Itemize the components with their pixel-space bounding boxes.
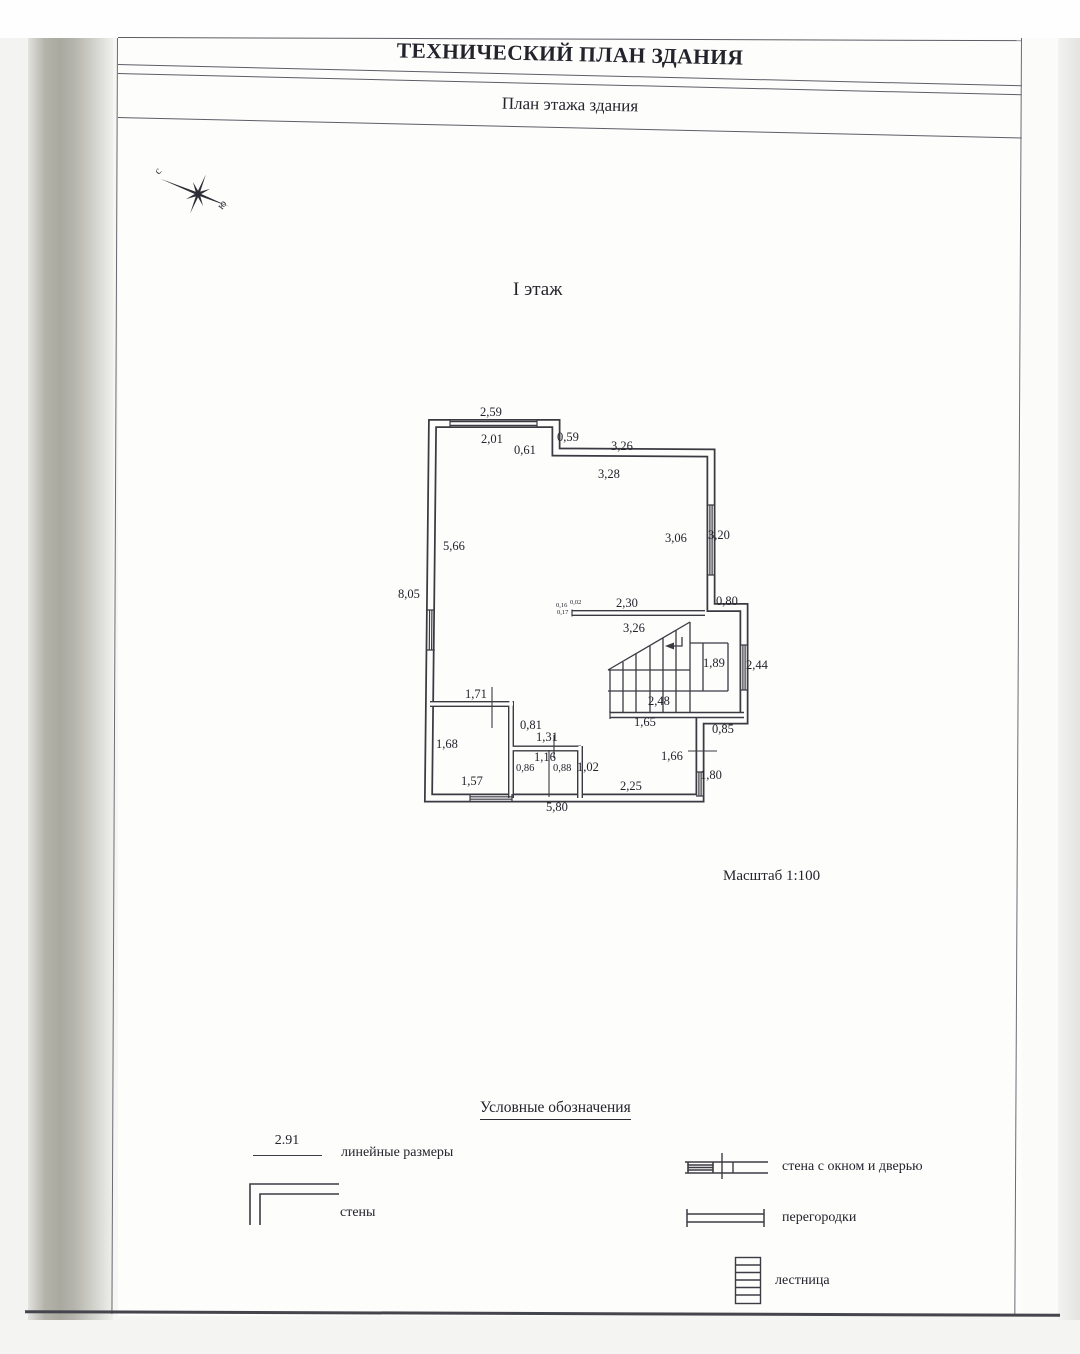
dimension-label: 1,65 [634, 715, 656, 729]
dimension-label: 0,80 [716, 594, 738, 608]
dimension-label: 3,20 [708, 528, 730, 542]
dimension-label: 0,61 [514, 443, 536, 457]
document-title: ТЕХНИЧЕСКИЙ ПЛАН ЗДАНИЯ [396, 38, 744, 70]
legend-title: Условные обозначения [480, 1099, 631, 1120]
scan-right-shadow [1058, 38, 1080, 1354]
dimension-label: 0,81 [520, 718, 542, 732]
dimension-label: 2,25 [620, 779, 642, 793]
scale-label: Масштаб 1:100 [723, 868, 821, 884]
dimension-label: 0,17 [557, 609, 569, 616]
compass-south-label: ю [214, 197, 230, 212]
compass-star-icon [152, 159, 237, 226]
staircase [608, 622, 728, 713]
legend-stairs-icon [734, 1256, 762, 1306]
document-subtitle: План этажа здания [501, 93, 639, 116]
dimension-label: 1,57 [461, 774, 483, 788]
legend-partitions-icon [684, 1206, 768, 1230]
dimension-label: 1,80 [700, 768, 722, 782]
legend-label-wall-window-door: стена с окном и дверью [782, 1159, 923, 1174]
dimension-label: 0,88 [553, 763, 572, 774]
legend-label-partitions: перегородки [782, 1210, 857, 1225]
legend-linear-dimension-line [253, 1155, 322, 1156]
scan-bottom-margin [0, 1320, 1080, 1354]
dimension-label: 0,85 [712, 722, 734, 736]
dimension-label: 0,02 [570, 599, 582, 606]
dimension-label: 1,89 [703, 656, 725, 670]
dimension-label: 0,86 [516, 763, 535, 774]
legend-label-stairs: лестница [775, 1273, 830, 1288]
scan-left-margin [0, 38, 28, 1354]
dimension-label: 2,48 [648, 694, 670, 708]
dimension-label: 2,44 [746, 658, 768, 672]
dimension-label: 1,71 [465, 687, 487, 701]
floor-label: I этаж [513, 279, 563, 300]
dimension-label: 3,06 [665, 531, 687, 545]
dimension-label: 1,66 [661, 749, 683, 763]
dimension-label: 1,68 [436, 737, 458, 751]
dimension-label: 3,26 [611, 439, 633, 453]
legend-linear-dimension-sample: 2.91 [274, 1133, 300, 1148]
dimension-label: 2,59 [480, 405, 502, 419]
dimension-label: 1,02 [577, 760, 599, 774]
dimension-label: 2,01 [481, 432, 503, 446]
dimension-label: 5,80 [546, 800, 568, 814]
floor-plan-drawing [385, 395, 785, 840]
scan-top-margin [0, 0, 1080, 38]
dimension-label: 8,05 [398, 587, 420, 601]
dimension-label: 3,28 [598, 467, 620, 481]
legend-wall-window-door-icon [683, 1151, 773, 1181]
legend-label-linear-dimensions: линейные размеры [341, 1145, 454, 1160]
legend-label-walls: стены [340, 1205, 376, 1220]
dimension-label: 0,59 [557, 430, 579, 444]
scan-binding-shadow [28, 38, 113, 1320]
dimension-label: 3,26 [623, 621, 645, 635]
extension-lines [492, 687, 717, 797]
dimension-label: 1,31 [536, 730, 558, 744]
compass-north-label: с [151, 165, 165, 177]
dimension-label: 5,66 [443, 539, 465, 553]
legend-walls-icon [247, 1180, 341, 1227]
dimension-label: 0,16 [556, 602, 568, 609]
dimension-label: 2,30 [616, 596, 638, 610]
compass-rose [150, 158, 260, 233]
dimension-label: 1,16 [534, 750, 556, 764]
